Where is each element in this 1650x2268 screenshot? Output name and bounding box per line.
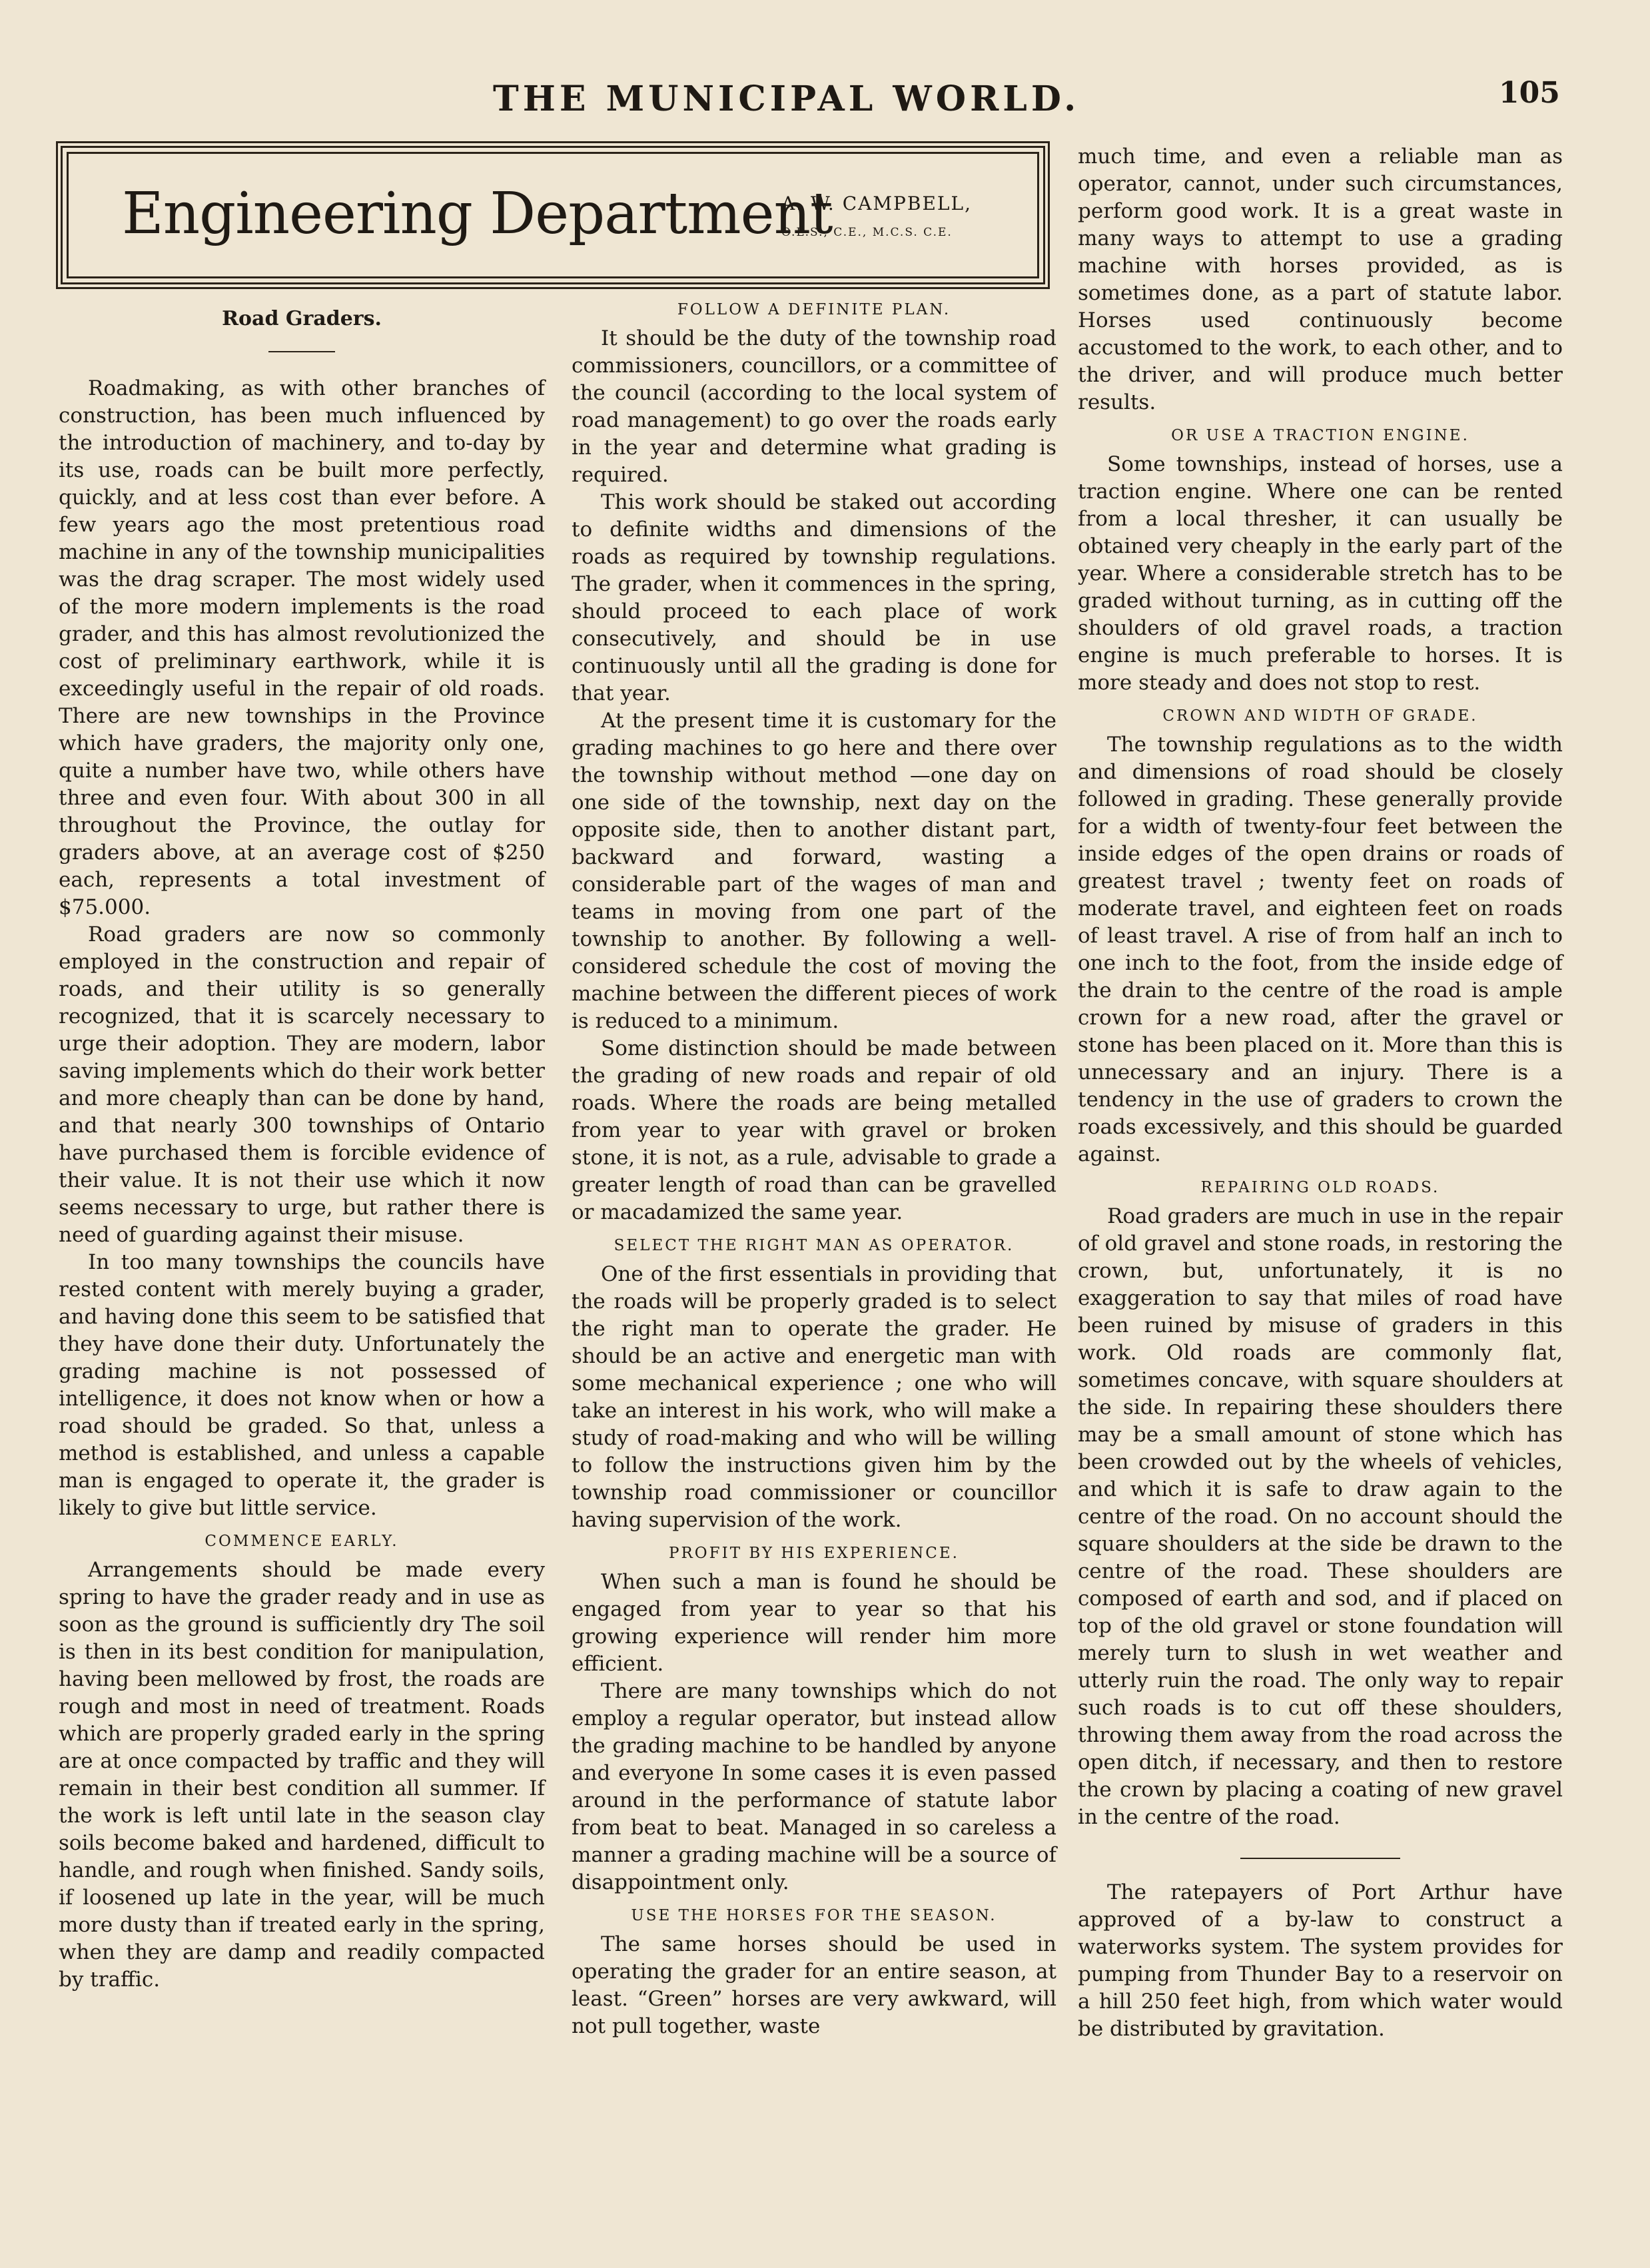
running-head	[0, 76, 1650, 125]
paragraph-port-arthur: The ratepayers of Port Arthur have approved of a by-law to construct a waterworks system. The system provides for pumping from Thunder Bay to a reservoir on a hill 250 feet high, from which water would be distributed by gravitation.	[1078, 1880, 1563, 2041]
department-title: Engineering Department	[122, 181, 833, 247]
paragraph: Roadmaking, as with other branches of construction, has been much influenced by the introduction of machinery, and to-day by its use, roads can be built more perfectly, quickly, and at less cost than ever before. A few years ago the most pretentious road machine in any of the township municipalities was the drag scraper. The most widely used of the more modern implements is the road grader, and this has almost revolutionized the cost of preliminary earthwork, while it is exceedingly useful in the repair of old roads. There are new townships in the Province which have graders, the majority only one, quite a number have two, while others have three and even four. With about 300 in all throughout the Province, the outlay for graders above, at an average cost of $250 each, represents a total investment of $75.000.	[59, 376, 545, 919]
paragraph: There are many townships which do not employ a regular operator, but instead allow the grading machine to be handled by anyone and everyone In some cases it is even passed around in the performance of statute labor from beat to beat. Managed in so careless a manner a grading machine will be a source of disappointment only.	[572, 1679, 1056, 1894]
paragraph: One of the first essentials in providing that the roads will be properly graded is to select the right man to operate the grader. He should be an active and energetic man with some mechanical experience ; one who will take an interest in his work, who will make a study of road-making and who will be willing to follow the instructions given him by the township road commissioner or councillor having supervision of the work.	[572, 1262, 1056, 1532]
section-heading-horses: USE THE HORSES FOR THE SEASON.	[631, 1907, 997, 1924]
paragraph: Road graders are much in use in the repair of old gravel and stone roads, in restoring the crown, but, unfortunately, it is no exaggeration to say that miles of road have been ruined by misuse of graders in this work. Old roads are commonly flat, sometimes concave, with square shoulders at the side. In repairing these shoulders there may be a small amount of stone which has been crowded out by the wheels of vehicles, and which it is safe to draw again to the centre of the road. On no account should the square shoulders at the side be drawn to the centre of the road. These shoulders are composed of earth and sod, and if placed on top of the old gravel or stone foundation will merely turn to slush in wet weather and utterly ruin the road. The only way to repair such roads is to cut off these shoulders, throwing them away from the road across the open ditch, if necessary, and then to restore the crown by placing a coating of new gravel in the centre of the road.	[1078, 1204, 1563, 1829]
paragraph: much time, and even a reliable man as operator, cannot, under such circumstances, perform good work. It is a great waste in many ways to attempt to use a grading machine with horses provided, as is sometimes done, as a part of statute labor. Horses used continuously become accustomed to the work, to each other, and to the driver, and will produce much better results.	[1078, 145, 1563, 414]
section-heading-repairing: REPAIRING OLD ROADS.	[1200, 1179, 1440, 1196]
section-heading-operator: SELECT THE RIGHT MAN AS OPERATOR.	[614, 1237, 1015, 1254]
page-number: 105	[1499, 76, 1560, 110]
column-1	[59, 300, 545, 1994]
department-banner	[67, 152, 1039, 278]
section-heading-commence-early: COMMENCE EARLY.	[205, 1533, 399, 1550]
paragraph: This work should be staked out according to definite widths and dimensions of the roads as required by township regulations. The grader, when it commences in the spring, should proceed to each place of work consecutively, and should be in use continuously until all the grading is done for that year.	[572, 490, 1056, 705]
paragraph: At the present time it is customary for the grading machines to go here and there over the township without method —one day on one side of the township, next day on the opposite side, then to another distant part, backward and forward, wasting a considerable part of the wages of man and teams in moving from one part of the township to another. By following a well-considered schedule the cost of moving the machine between the different pieces of work is reduced to a minimum.	[572, 709, 1056, 1033]
paragraph: Some townships, instead of horses, use a traction engine. Where one can be rented from a local thresher, it can usually be obtained very cheaply in the early part of the year. Where a considerable stretch has to be graded without turning, as in cutting off the shoulders of old gravel roads, a traction engine is much preferable to horses. It is more steady and does not stop to rest.	[1078, 452, 1563, 695]
paragraph: The township regulations as to the width and dimensions of road should be closely followed in grading. These generally provide for a width of twenty-four feet between the inside edges of the open drains or roads of greatest travel ; twenty feet on roads of moderate travel, and eighteen feet on roads of least travel. A rise of from half an inch to one inch to the foot, from the inside edge of the drain to the centre of the road is ample crown for a new road, after the gravel or stone has been placed on it. More than this is unnecessary and an injury. There is a tendency in the use of graders to crown the roads excessively, and this should be guarded against.	[1078, 733, 1563, 1166]
paragraph: It should be the duty of the township road commissioners, councillors, or a committee of the council (according to the local system of road management) to go over the roads early in the year and determine what grading is required.	[572, 326, 1056, 487]
article-title: Road Graders.	[222, 307, 382, 330]
divider	[268, 351, 335, 352]
section-heading-traction-engine: OR USE A TRACTION ENGINE.	[1171, 427, 1469, 444]
divider	[1240, 1858, 1400, 1859]
paragraph: In too many townships the councils have rested content with merely buying a grader, and having done this seem to be satisfied that they have done their duty. Unfortunately the grading machine is not possessed of intelligence, it does not know when or how a road should be graded. So that, unless a method is established, and unless a capable man is engaged to operate it, the grader is likely to give but little service.	[59, 1250, 545, 1520]
paragraph: When such a man is found he should be engaged from year to year so that his growing experience will render him more efficient.	[572, 1570, 1056, 1676]
paragraph: Some distinction should be made between the grading of new roads and repair of old roads. Where the roads are being metalled from year to year with gravel or broken stone, it is not, as a rule, advisable to grade a greater length of road than can be gravelled or macadamized the same year.	[572, 1036, 1056, 1224]
column-3	[1078, 143, 1563, 2043]
department-credentials: O.L.S., C.E., M.C.S. C.E.	[781, 226, 953, 239]
paragraph: Road graders are now so commonly employed in the construction and repair of roads, and their utility is so generally recognized, that it is scarcely necessary to urge their adoption. They are modern, labor saving implements which do their work better and more cheaply than can be done by hand, and that nearly 300 townships of Ontario have purchased them is forcible evidence of their value. It is not their use which it now seems necessary to urge, but rather there is need of guarding against their misuse.	[59, 923, 545, 1247]
section-heading-crown-width: CROWN AND WIDTH OF GRADE.	[1162, 707, 1478, 725]
paragraph: The same horses should be used in operating the grader for an entire season, at least. “Green” horses are very awkward, will not pull together, waste	[572, 1932, 1056, 2038]
department-author: A. W. CAMPBELL,	[781, 192, 972, 214]
section-heading-experience: PROFIT BY HIS EXPERIENCE.	[669, 1545, 959, 1562]
section-heading-definite-plan: FOLLOW A DEFINITE PLAN.	[677, 301, 951, 318]
journal-title: THE MUNICIPAL WORLD.	[493, 79, 1080, 119]
column-2	[572, 300, 1056, 2040]
paragraph: Arrangements should be made every spring to have the grader ready and in use as soon as the ground is sufficiently dry The soil is then in its best condition for manipulation, having been mellowed by frost, the roads are rough and most in need of treatment. Roads which are properly graded early in the spring are at once compacted by traffic and they will remain in their best condition all summer. If the work is left until late in the season clay soils become baked and hardened, difficult to handle, and rough when finished. Sandy soils, if loosened up late in the year, will be much more dusty than if treated early in the spring, when they are damp and readily compacted by traffic.	[59, 1558, 545, 1992]
